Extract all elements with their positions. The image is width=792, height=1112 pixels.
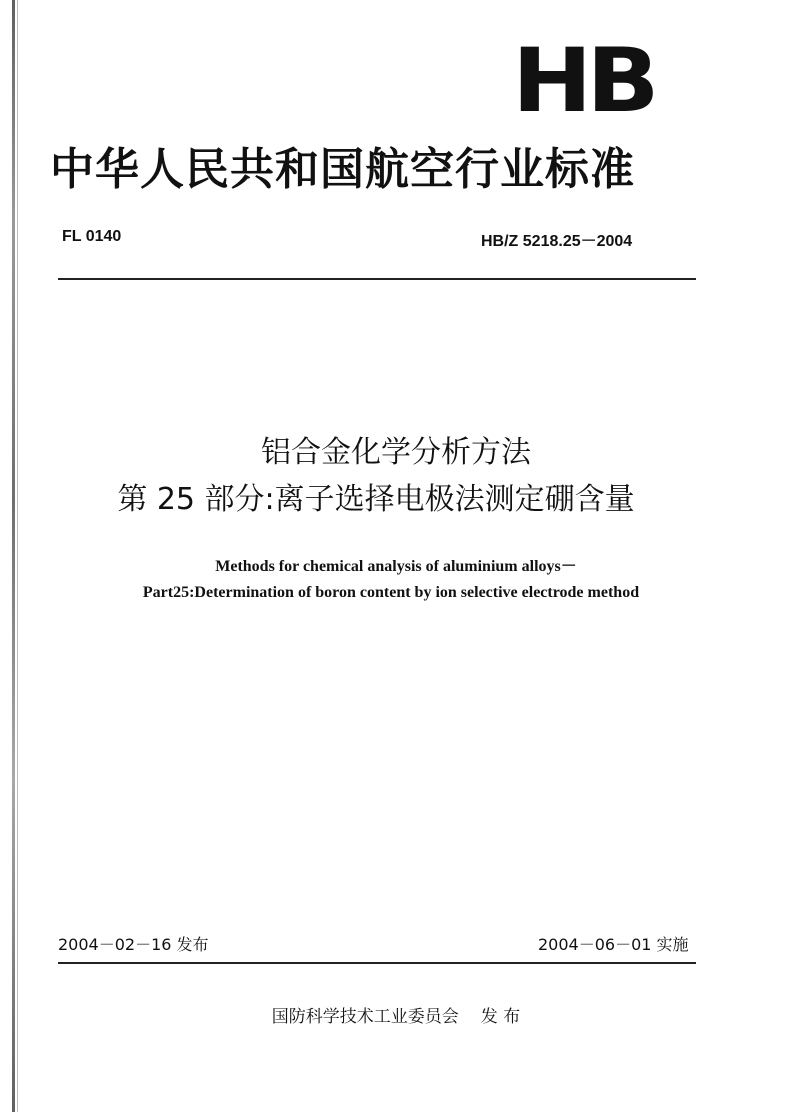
title-en-line1: Methods for chemical analysis of aluminium alloys－ [215, 558, 577, 575]
footer-divider [58, 962, 696, 964]
header-divider [58, 278, 696, 280]
org-title: 中华人民共和国航空行业标准 [50, 144, 635, 195]
issuer-name: 国防科学技术工业委员会 [271, 1007, 459, 1027]
hb-logo: HB [512, 29, 654, 133]
title-cn-line2: 第 25 部分:离子选择电极法测定硼含量 [117, 482, 635, 517]
issue-date: 2004－02－16 发布 [58, 935, 209, 954]
implementation-date: 2004－06－01 实施 [538, 935, 689, 954]
issuer-line [0, 1002, 792, 1027]
issuer-action: 发 布 [480, 1007, 521, 1027]
title-cn-line1: 铝合金化学分析方法 [261, 435, 531, 470]
classification-code: FL 0140 [62, 228, 122, 245]
title-en-line2: Part25:Determination of boron content by ion selective electrode method [142, 584, 640, 601]
standard-number: HB/Z 5218.25－2004 [481, 233, 633, 250]
